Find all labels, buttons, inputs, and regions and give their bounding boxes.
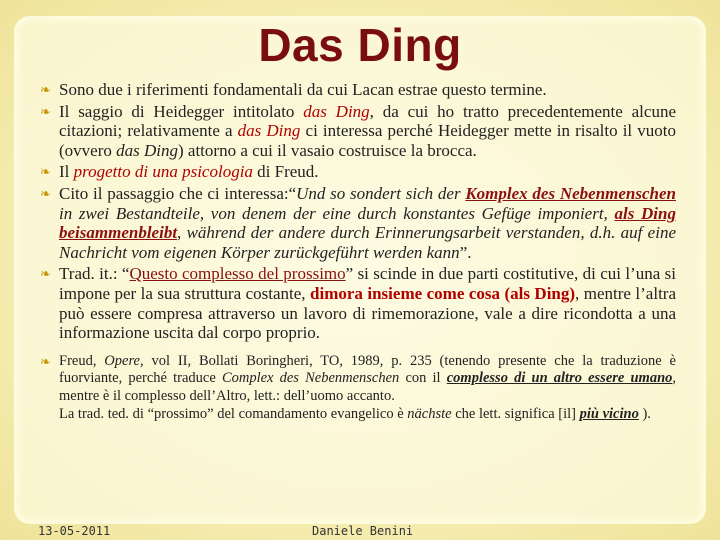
translation-paragraph: [59, 406, 676, 424]
complesso-altro-term: complesso di un altro essere umano: [446, 370, 673, 387]
leaf-bullet-icon: ❧: [40, 353, 51, 369]
dimora-term: dimora insieme come cosa (als Ding): [310, 283, 576, 303]
das-ding-term: das Ding: [237, 121, 301, 141]
bullet-item-4: [40, 184, 676, 262]
complesso-term: Questo complesso del prossimo: [129, 264, 346, 284]
text-segment: Cito il passaggio che ci interessa:“: [59, 183, 297, 203]
reference-paragraph: [59, 353, 676, 406]
das-ding-term: das Ding: [303, 101, 370, 121]
text-segment: ci interessa perché Heidegger mette in risalto il vuoto (ovvero: [59, 121, 676, 160]
bullet-item-6: [40, 353, 676, 423]
bullet-item-2: [40, 102, 676, 161]
text-segment: di Freud.: [252, 162, 319, 182]
slide-content: [40, 80, 676, 425]
text-segment: che lett. significa [il]: [451, 405, 580, 422]
text-segment: Il: [59, 162, 74, 182]
naechste-term: nächste: [407, 405, 452, 422]
text-segment: , da cui ho tratto precedentemente alcune citazioni; relativamente a: [59, 101, 676, 141]
text-segment: ”.: [459, 242, 472, 262]
text-segment: , mentre è il complesso dell’Altro, lett.: dell’uomo accanto.: [59, 370, 677, 404]
german-quote: , während der andere durch Erinnerungsarbeit verstanden, d.h. auf eine Nachricht vom eigenen Körper zurückgeführt werden kann: [59, 223, 676, 262]
komplex-term: Komplex des Nebenmenschen: [465, 183, 676, 203]
text-segment: Freud,: [59, 352, 105, 369]
opere-term: Opere: [104, 352, 140, 369]
text-segment: ).: [638, 405, 651, 422]
bullet-item-1: [40, 80, 676, 100]
als-ding-term: als Ding beisammenbleibt: [59, 203, 676, 243]
leaf-bullet-icon: ❧: [40, 82, 51, 97]
text-segment: ) attorno a cui il vasaio costruisce la brocca.: [178, 140, 477, 160]
bullet-item-3: [40, 162, 676, 182]
text-segment: Il saggio di Heidegger intitolato: [59, 101, 304, 121]
leaf-bullet-icon: ❧: [40, 103, 51, 119]
bullet-text: Sono due i riferimenti fondamentali da cui Lacan estrae questo termine.: [59, 80, 547, 99]
text-segment: con il: [399, 370, 447, 387]
piu-vicino-term: più vicino: [579, 405, 639, 422]
leaf-bullet-icon: ❧: [40, 185, 51, 201]
das-ding-term: das Ding: [116, 140, 178, 160]
text-segment: ” si scinde in due parti costitutive, di cui l’una si impone per la sua struttura costante,: [59, 264, 676, 303]
complex-term: Complex des Nebenmenschen: [221, 370, 400, 387]
leaf-bullet-icon: ❧: [40, 266, 51, 282]
slide-title: Das Ding: [258, 19, 462, 71]
bullet-item-5: [40, 264, 676, 342]
german-quote: Und so sondert sich der: [296, 183, 466, 203]
leaf-bullet-icon: ❧: [40, 164, 51, 180]
psychology-project-term: progetto di una psicologia: [73, 162, 253, 182]
text-segment: , mentre l’altra può essere compresa attraverso un lavoro di rimemorazione, vale a dire ricondotta a una informazione uscita dal corpo proprio.: [59, 283, 677, 343]
footer-date: 13-05-2011: [38, 524, 111, 538]
footer-author: Daniele Benini: [312, 524, 414, 538]
text-segment: Trad. it.: “: [59, 264, 130, 284]
text-segment: La trad. ted. di “prossimo” del comandamento evangelico è: [59, 405, 408, 422]
german-quote: in zwei Bestandteile, von denem der eine durch konstantes Gefüge imponiert,: [59, 203, 615, 223]
text-segment: , vol II, Bollati Boringheri, TO, 1989, p. 235 (tenendo presente che la traduzione è fuorviante, perché traduce: [59, 352, 676, 387]
